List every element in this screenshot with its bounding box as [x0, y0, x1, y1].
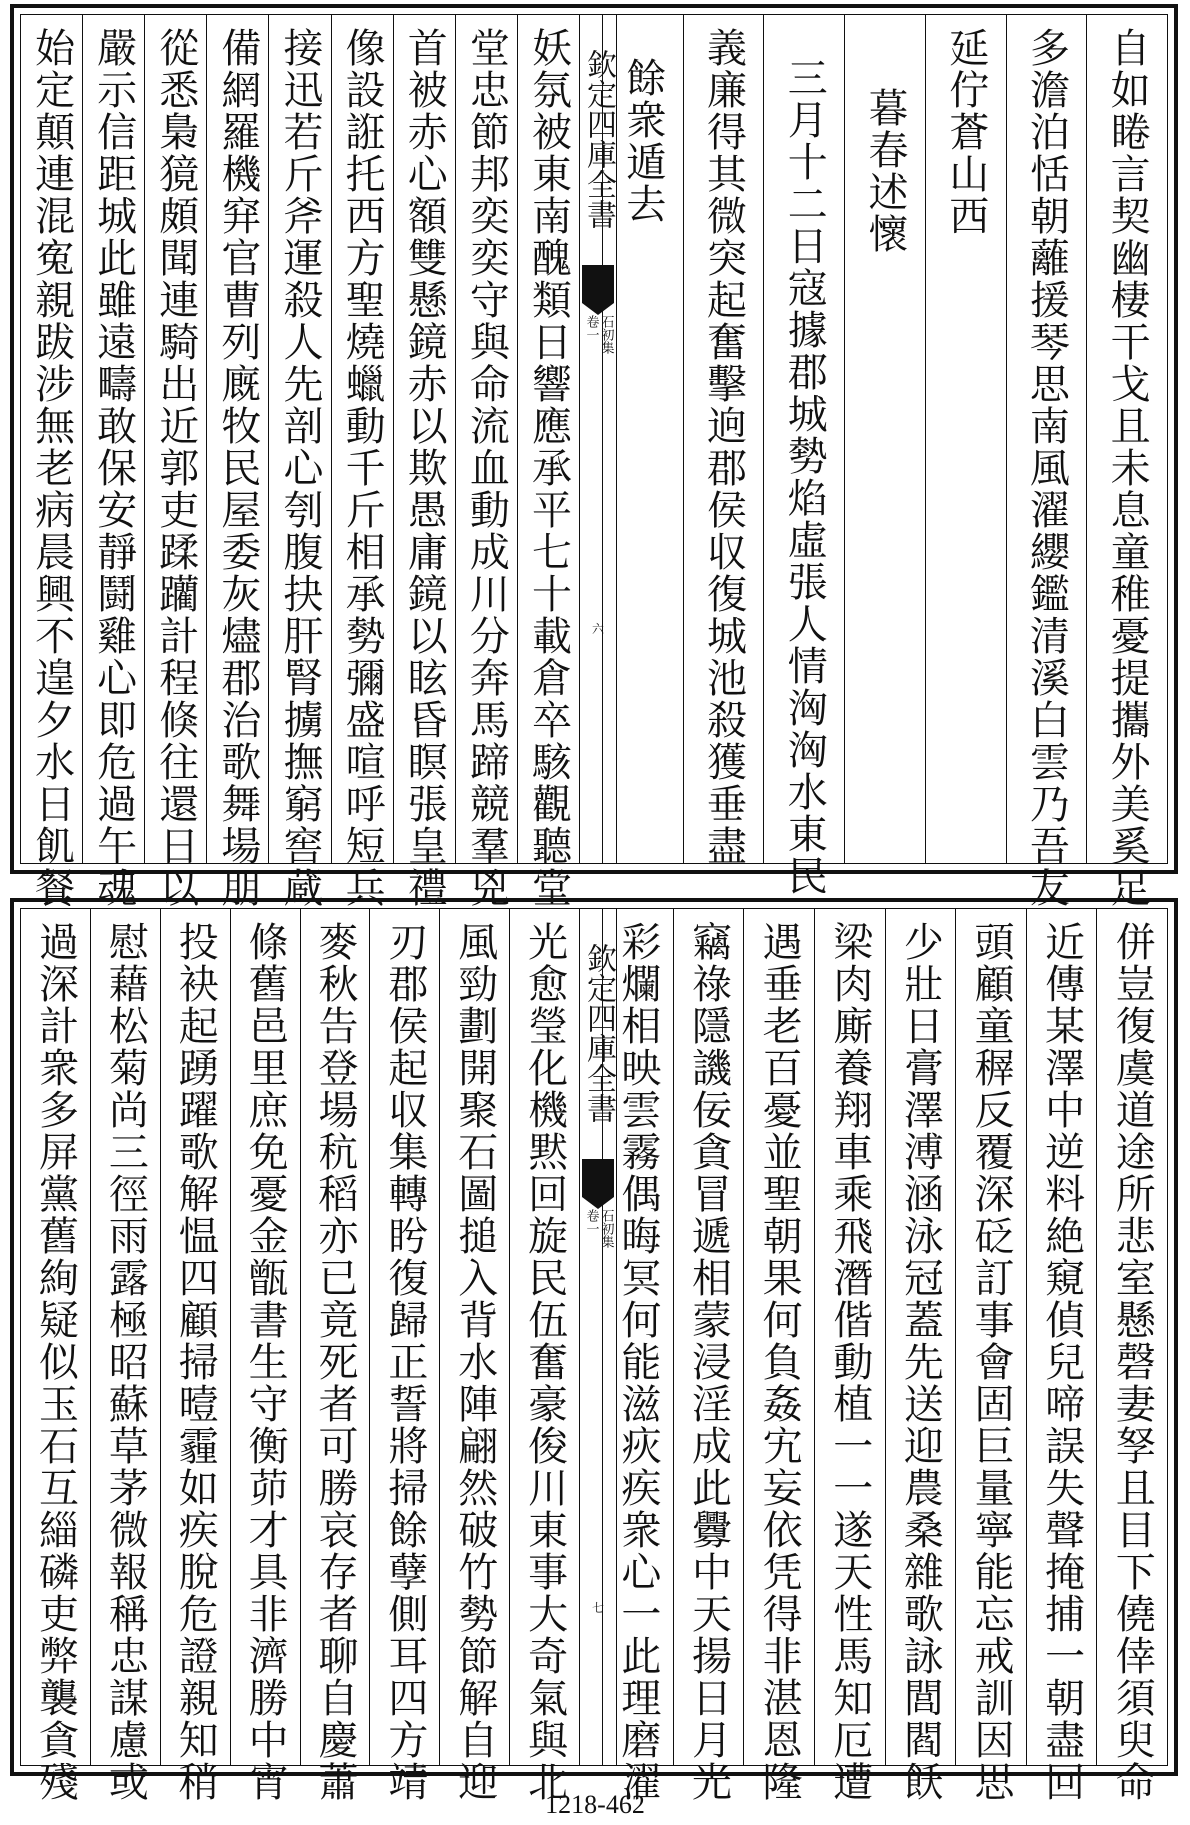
column-text: 刃郡侯起収集轉盻復歸正誓將掃餘孽側耳四方靖 — [381, 921, 428, 1803]
text-column — [509, 909, 579, 1803]
column-text: 風勁劃開聚石圖搥入背水陣翩然破竹勢節解自迎 — [451, 921, 498, 1803]
collection-name: 石初集 — [598, 1209, 614, 1248]
text-column — [1026, 909, 1097, 1803]
column-text: 三月十二日寇據郡城勢焰虛張人情洶洶水東民 — [781, 57, 828, 897]
column-text: 慰藉松菊尚三徑雨露極昭蘇草茅微報稱忠謀慮或 — [102, 921, 149, 1803]
text-column — [1086, 15, 1167, 909]
column-text: 義廉得其微突起奮擊逈郡侯収復城池殺獲垂盡 — [700, 27, 747, 867]
column-text: 備網羅機穽官曹列廐牧民屋委灰燼郡治歌舞場朋 — [214, 27, 261, 909]
text-column — [517, 15, 579, 909]
column-text: 併豈復虞道途所悲室懸磬妻孥且目下僥倖須臾命 — [1109, 921, 1156, 1803]
column-text: 近傳某澤中逆料絶窺偵兒啼誤失聲掩捕一朝盡回 — [1038, 921, 1085, 1803]
bottom-page — [10, 898, 1178, 1803]
column-text: 接迅若斤斧運殺人先剖心刳腹抉肝腎擄撫窮窖蔵 — [277, 27, 323, 909]
text-column — [925, 15, 1006, 863]
text-column — [763, 15, 844, 897]
volume-number: 卷一 — [583, 1209, 599, 1235]
column-text: 光愈瑩化機黙回旋民伍奮豪俊川東事大奇氣與北 — [521, 921, 568, 1803]
text-column — [300, 909, 370, 1803]
text-column — [21, 909, 90, 1803]
top-right-half — [602, 15, 1167, 909]
column-text: 延佇蒼山西 — [942, 27, 989, 237]
column-text: 嚴示信距城此雖遠疇敢保安靜鬪雞心即危過午魂 — [90, 27, 137, 909]
poem-title: 暮春述懷 — [861, 87, 908, 255]
column-text: 頭顧童稺反覆深砭訂事會固巨量寧能忘戒訓因思 — [967, 921, 1014, 1803]
text-column — [393, 15, 455, 909]
column-text: 少壯日膏澤溥涵泳冠蓋先送迎農桑雜歌詠閭閻飫 — [897, 921, 944, 1803]
collection-name: 石初集 — [598, 315, 614, 354]
column-text: 過深計衆多屏黨舊絢疑似玉石互緇磷吏弊襲貪殘 — [32, 921, 79, 1803]
column-text: 遇垂老百憂並聖朝果何負姦宄妄依凭得非湛恩隆 — [756, 921, 803, 1803]
column-text: 妖氛被東南醜類日響應承平七十載倉卒駭觀聽堂 — [525, 27, 572, 909]
text-column — [21, 15, 82, 909]
column-text: 始定顛連混寃親跋涉無老病晨興不遑夕水日飢餐 — [28, 27, 75, 909]
gutter-title: 欽定四庫全書 — [581, 49, 616, 229]
text-column — [90, 909, 160, 1803]
text-column — [206, 15, 268, 909]
bottom-left-half — [21, 909, 579, 1803]
text-column — [82, 15, 144, 909]
text-column — [683, 15, 764, 867]
column-text: 梁肉廝養翔車乘飛潛偕動植一一遂天性馬知厄遭 — [826, 921, 873, 1803]
column-text: 從悉梟獍頗聞連騎出近郭吏蹂躪計程倏往還日以 — [152, 27, 199, 909]
text-column — [439, 909, 509, 1803]
page-number: 七 — [591, 1601, 604, 1615]
text-column — [743, 909, 814, 1803]
gutter-title: 欽定四庫全書 — [581, 943, 616, 1123]
column-text: 條舊邑里庶免憂金甑書生守衡茆才具非濟勝中宵 — [242, 921, 289, 1803]
center-gutter — [579, 909, 617, 1765]
top-page — [10, 4, 1178, 909]
page-number: 六 — [591, 622, 604, 636]
text-column — [331, 15, 393, 909]
column-text: 餘衆遁去 — [619, 57, 666, 225]
column-text: 彩爛相映雲霧偶晦冥何能滋疢疾衆心一此理磨濯 — [614, 921, 661, 1803]
bottom-page-frame — [20, 908, 1168, 1803]
volume-number: 卷一 — [583, 315, 599, 341]
text-column — [455, 15, 517, 909]
bottom-right-half — [602, 909, 1167, 1803]
column-text: 首被赤心額雙懸鏡赤以欺愚庸鏡以眩昏瞑張皇禮 — [401, 27, 448, 909]
top-left-half — [21, 15, 579, 909]
column-text: 麥秋告登場秔稻亦已竟死者可勝哀存者聊自慶蕭 — [311, 921, 358, 1803]
text-column — [955, 909, 1026, 1803]
text-column — [885, 909, 956, 1803]
text-column — [673, 909, 744, 1803]
column-text: 像設誑托西方聖燒蠟動千斤相承勢彌盛喧呼短兵 — [339, 27, 386, 909]
page-reference: 1218-462 — [545, 1790, 645, 1819]
column-text: 投袂起踴躍歌解愠四顧掃曀霾如疾脫危證親知稍 — [172, 921, 219, 1803]
gutter-sub — [580, 315, 616, 354]
text-column — [844, 15, 925, 863]
text-column — [230, 909, 300, 1803]
top-page-frame — [20, 14, 1168, 909]
column-text: 堂忠節邦奕奕守與命流血動成川分奔馬蹄競羣兇 — [463, 27, 510, 909]
center-gutter — [579, 15, 617, 863]
text-column — [144, 15, 206, 909]
column-text: 竊祿隱譏佞貪冒遞相蒙浸淫成此釁中天揚日月光 — [685, 921, 732, 1803]
text-column — [814, 909, 885, 1803]
column-text: 多澹泊恬朝蘺援琴思南風濯纓鑑清溪白雲乃吾友 — [1023, 27, 1070, 909]
text-column — [369, 909, 439, 1803]
text-column — [160, 909, 230, 1803]
text-column — [268, 15, 330, 909]
column-text: 自如睠言契幽棲干戈且未息童稚憂提攜外美奚足 — [1104, 27, 1151, 909]
text-column — [1006, 15, 1087, 909]
text-column — [1096, 909, 1167, 1803]
fish-tail-mark — [582, 265, 614, 303]
fish-tail-mark — [582, 1159, 614, 1197]
gutter-sub — [580, 1209, 616, 1248]
